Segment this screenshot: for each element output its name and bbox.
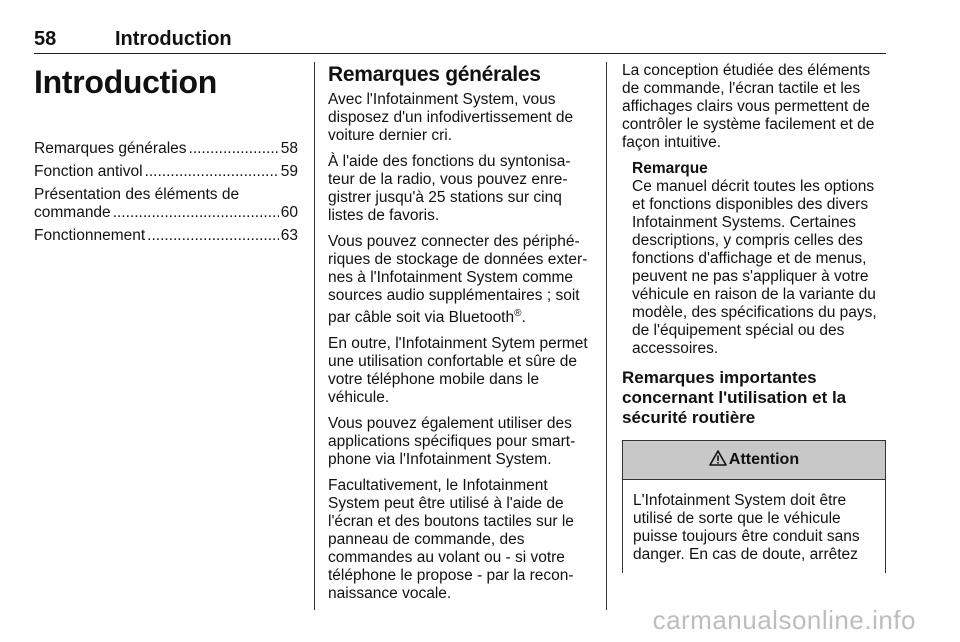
toc-entry-label: Remarques générales: [34, 140, 187, 157]
toc-entry-page: 60: [280, 204, 298, 221]
paragraph: À l'aide des fonctions du syntonisa-teur de la radio, vous pouvez enre-gistrer jusqu'à 25 stations sur cinq listes de favoris.: [328, 153, 571, 224]
note-block: [622, 160, 886, 358]
chapter-title: Introduction: [34, 64, 218, 100]
paragraph-text: .: [521, 309, 526, 327]
paragraph: En outre, l'Infotainment Sytem permet une utilisation confortable et sûre de votre téléphone mobile dans le véhicule.: [328, 335, 588, 407]
note-title: Remarque: [632, 160, 708, 177]
paragraph: Facultativement, le Infotainment System peut être utilisé à l'aide de l'écran et des boutons tactiles sur le panneau de commande, des commandes au volant ou - si votre téléphone le propose - par la recon-naissance vocale.: [328, 477, 574, 603]
toc-entry-label: Présentation des éléments de: [34, 186, 240, 203]
paragraph: La conception étudiée des éléments de commande, l'écran tactile et les affichages clairs vous permettent de contrôler le système facilement et de façon intuitive.: [622, 62, 875, 151]
toc-entry[interactable]: [34, 163, 298, 181]
toc-entry-label-cont: commande: [34, 204, 111, 221]
column-divider-2: [606, 62, 607, 610]
paragraph: Vous pouvez également utiliser des applications spécifiques pour smart-phone via l'Infotainment System.: [328, 415, 576, 469]
note-body: Ce manuel décrit toutes les options et fonctions disponibles des divers Infotainment Systems. Certaines descriptions, y compris celles des fonctions d'affichage et de menus, peuvent ne pas s'appliquer à votre véhicule en raison de la variante du modèle, des spécifications du pays, de l'équipement spécial ou des accessoires.: [632, 178, 877, 357]
column-divider-1: [314, 62, 315, 610]
details-column: [622, 62, 886, 573]
attention-header: [623, 441, 885, 480]
paragraph: Avec l'Infotainment System, vous disposez d'un infodivertissement de voiture dernier cri.: [328, 91, 574, 144]
attention-label: Attention: [728, 451, 800, 468]
header-rule: [34, 53, 886, 54]
toc-leader: [189, 140, 279, 158]
toc-entry[interactable]: [34, 227, 298, 245]
running-header-title: Introduction: [115, 28, 232, 50]
toc-column: [34, 62, 298, 250]
toc-entry-page: 63: [280, 227, 298, 244]
toc-leader: [113, 204, 279, 222]
registered-mark: ®: [514, 308, 522, 319]
watermark: carmanualsonline.info: [652, 605, 916, 635]
attention-body: L'Infotainment System doit être utilisé de sorte que le véhicule puisse toujours être conduit sans danger. En cas de doute, arrêtez: [633, 492, 860, 563]
section-title: Remarques générales: [328, 63, 541, 86]
remarques-column: [328, 62, 590, 611]
subsection-title: Remarques importantes concernant l'utilisation et la sécurité routière: [622, 368, 847, 427]
toc-entry[interactable]: [34, 140, 298, 158]
toc-leader: [147, 227, 279, 245]
attention-box: [622, 440, 886, 573]
toc-entry-page: 58: [280, 140, 298, 157]
toc-entry-page: 59: [280, 163, 298, 180]
toc-entry[interactable]: [34, 186, 298, 222]
page-number: 58: [34, 28, 57, 50]
toc-entry-label: Fonction antivol: [34, 163, 143, 180]
warning-triangle-icon: [709, 450, 729, 471]
toc-leader: [145, 163, 279, 181]
paragraph-text: Vous pouvez connecter des périphé-riques de stockage de données exter-nes à l'Infotainment System comme sources audio supplémentaires ; soit: [328, 233, 588, 304]
paragraph-text: par câble soit via Bluetooth: [328, 309, 515, 327]
paragraph: [328, 233, 590, 327]
toc-entry-label: Fonctionnement: [34, 227, 146, 244]
